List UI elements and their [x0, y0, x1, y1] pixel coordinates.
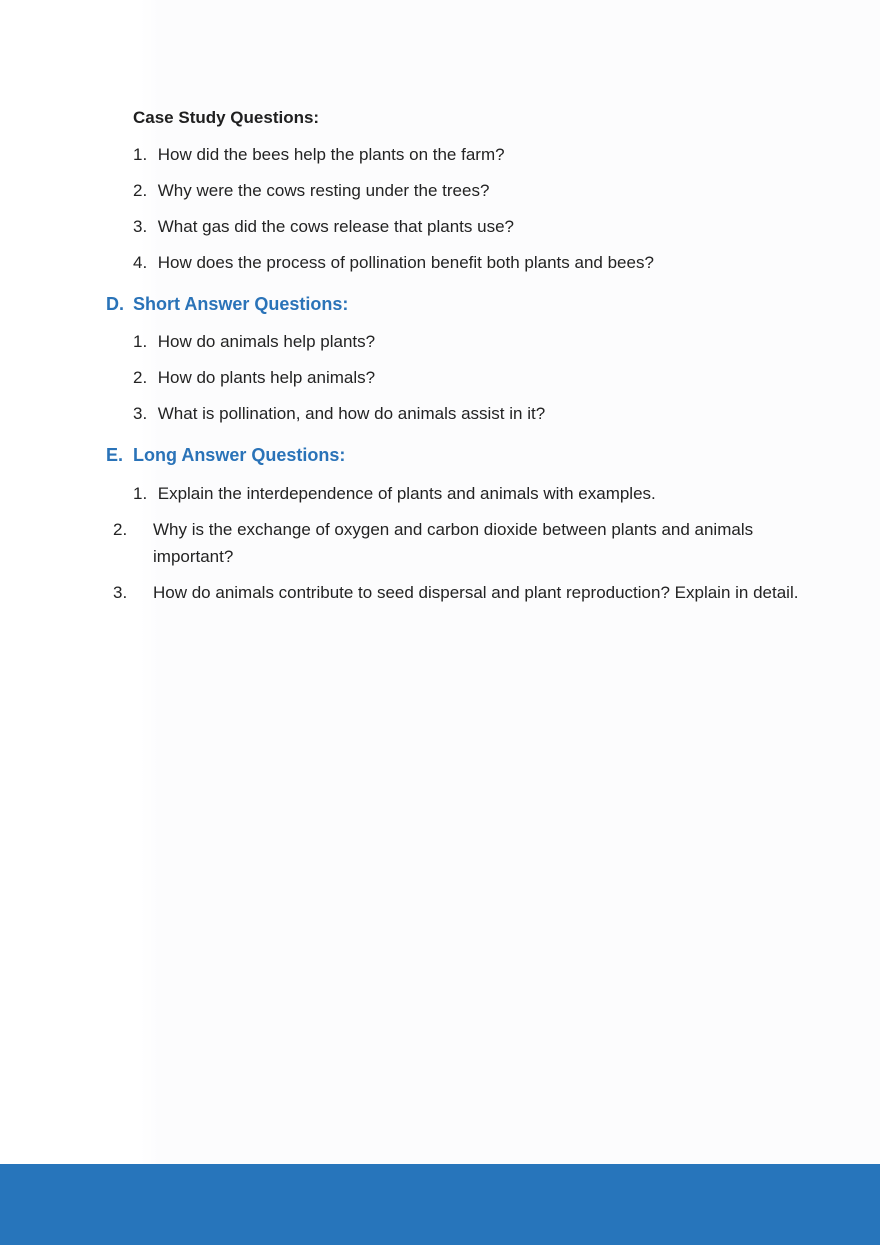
- case-study-question-3: [133, 213, 793, 240]
- case-study-title: Case Study Questions:: [133, 108, 320, 127]
- long-answer-question-3: [113, 579, 813, 606]
- question-number: 3.: [113, 583, 128, 602]
- question-text: How do animals help plants?: [157, 332, 376, 351]
- question-text: What gas did the cows release that plants use?: [157, 217, 514, 236]
- footer-bar: [0, 1164, 880, 1245]
- question-text: What is pollination, and how do animals assist in it?: [157, 404, 546, 423]
- case-study-question-1: [133, 141, 793, 168]
- section-letter: D.: [106, 294, 124, 314]
- question-text: Why were the cows resting under the trees?: [157, 181, 490, 200]
- case-study-question-2: [133, 177, 793, 204]
- section-title: Short Answer Questions:: [133, 294, 349, 314]
- question-text: Why is the exchange of oxygen and carbon dioxide between plants and animals important?: [153, 520, 754, 566]
- short-answer-question-3: [133, 400, 793, 427]
- question-text: How does the process of pollination benefit both plants and bees?: [157, 253, 654, 272]
- short-answer-question-2: [133, 364, 793, 391]
- long-answer-question-1: [133, 480, 793, 507]
- question-number: 4.: [133, 253, 148, 272]
- question-text: How did the bees help the plants on the farm?: [157, 145, 505, 164]
- question-number: 2.: [133, 368, 148, 387]
- question-text: How do plants help animals?: [157, 368, 376, 387]
- question-number: 1.: [133, 145, 148, 164]
- question-number: 1.: [133, 484, 148, 503]
- question-number: 3.: [133, 217, 148, 236]
- question-text: How do animals contribute to seed dispersal and plant reproduction? Explain in detail.: [153, 583, 799, 602]
- section-d-heading: [106, 294, 348, 315]
- question-number: 3.: [133, 404, 148, 423]
- case-study-question-4: [133, 249, 793, 276]
- section-title: Long Answer Questions:: [133, 445, 346, 465]
- question-number: 1.: [133, 332, 148, 351]
- question-number: 2.: [133, 181, 148, 200]
- question-number: 2.: [113, 520, 128, 539]
- section-letter: E.: [106, 445, 124, 465]
- short-answer-question-1: [133, 328, 793, 355]
- section-e-heading: [106, 445, 345, 466]
- question-text: Explain the interdependence of plants and animals with examples.: [157, 484, 656, 503]
- long-answer-question-2: [113, 516, 813, 570]
